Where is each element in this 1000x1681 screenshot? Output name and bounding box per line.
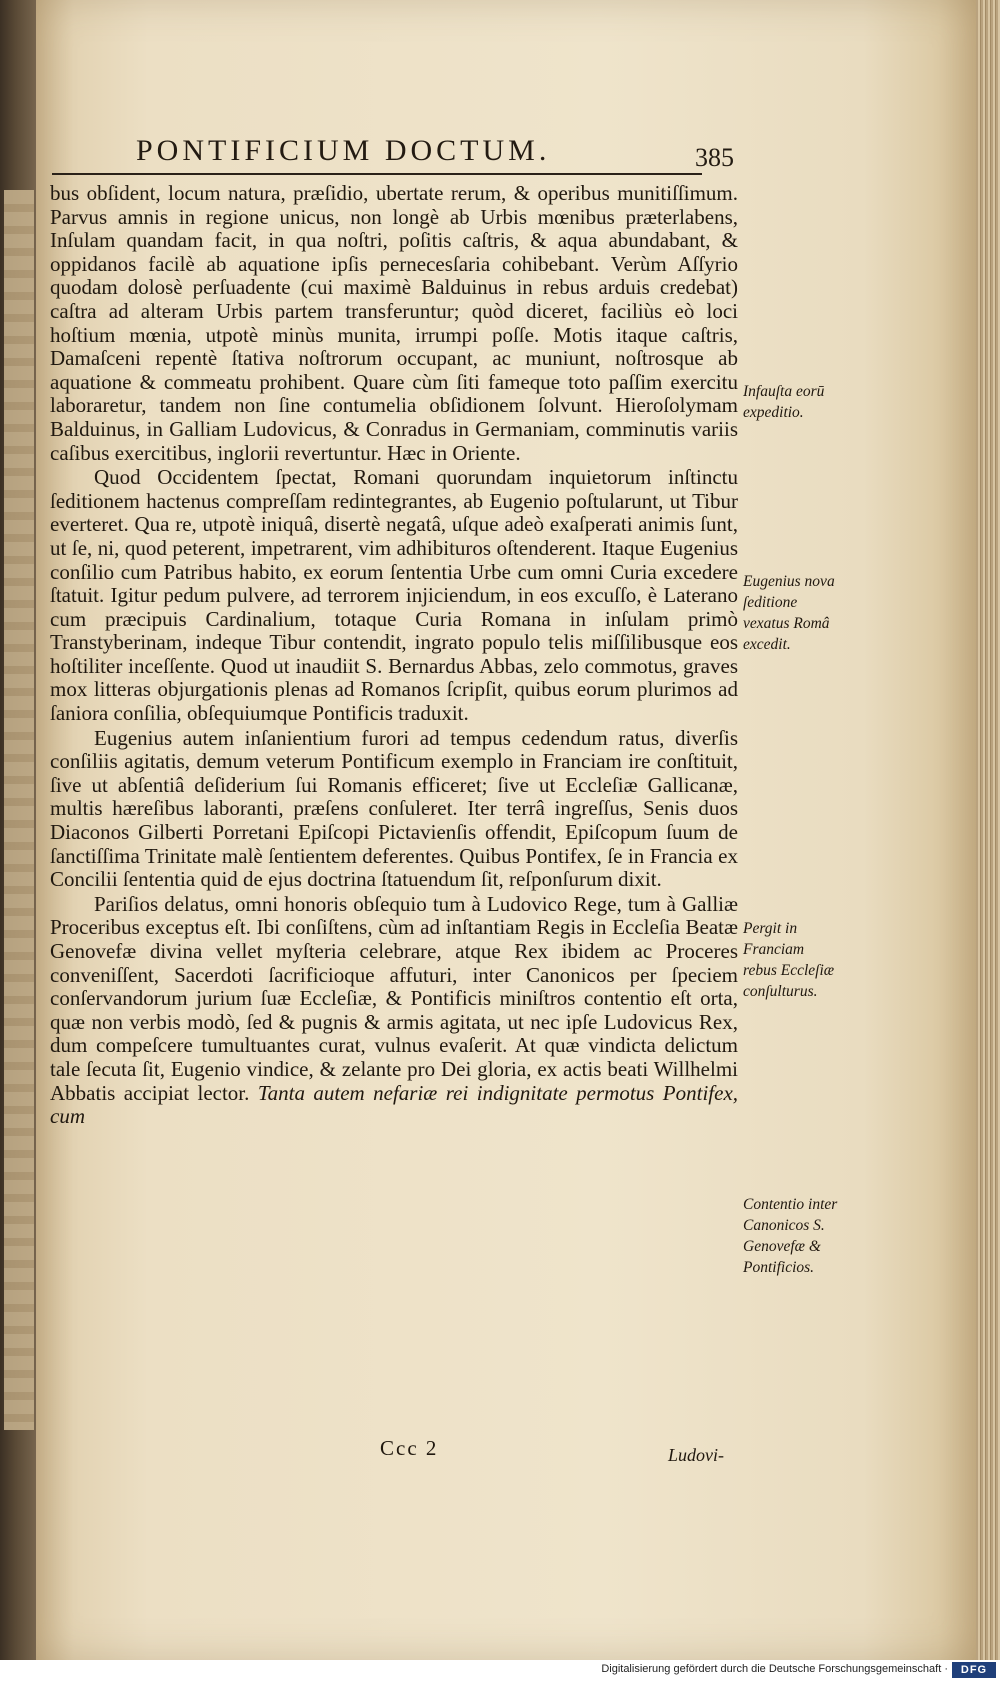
page-number: 385 xyxy=(695,143,734,172)
margin-note-expedition: Infauſta eorū expeditio. xyxy=(743,383,825,421)
paragraph-2: Quod Occidentem ſpectat, Romani quorundam inquietorum inſtinctu ſeditionem hactenus compreſſam redintegrantes, ab Eugenio poſtularunt, ut Tibur everteret. Qua re, utpotè iniquâ, disertè negatâ, uſque adeò exaſperati animis ſunt, ut ſe, ni, quod peterent, impetrarent, vim adhibituros oſtenderent. Itaque Eugenius conſilio cum Patribus habito, ex eorum ſententia Urbe cum omni Curia excedere ſtatuit. Igitur pedum pulvere, ad terrorem injiciendum, in eos excuſſo, è Laterano cum præcipuis Cardinalium, totaque Curia Romana in inſulam primò Transtyberinam, indeque Tibur contendit, ingrato populo telis miſſilibusque eos hoſtiliter inceſſente. Quod ut inaudiit S. Bernardus Abbas, zelo commotus, graves mox litteras objurgationis plenas ad Romanos ſcripſit, quibus eorum plurimos ad ſaniora conſilia, obſequiumque Pontificis traduxit. xyxy=(50,465,738,726)
previous-page-edge xyxy=(4,190,34,1430)
header-rule xyxy=(52,173,702,175)
paragraph-4-text: Pariſios delatus, omni honoris obſequio tum à Ludovico Rege, tum à Galliæ Proceribus exceptus eſt. Ibi conſiſtens, cùm ad inſtantiam Regis in Eccleſia Beatæ Genovefæ divina vellet myſteria celebrare, atque Rex ibidem ac Proceres conveniſſent, Sacerdoti ſacrificioque affuturi, inter Canonicos per ſpeciem conſervandorum jurium ſuæ Eccleſiæ, & Pontificis miniſtros contentio eſt orta, quæ non verbis modò, ſed & pugnis & armis agitata, ut nec ipſe Ludovicus Rex, dum compeſcere tumultuantes curat, vulnus evaſerit. At quæ vindicta delictum tale ſecuta ſit, Eugenio vindice, & zelante pro Dei gloria, ex actis beati Willhelmi Abbatis accipiat lector. xyxy=(50,891,738,1105)
paragraph-4 xyxy=(50,893,738,1129)
signature-mark: Ccc 2 xyxy=(380,1436,439,1460)
running-title: PONTIFICIUM DOCTUM. xyxy=(136,134,551,167)
margin-note-sedition: Eugenius nova ſeditione vexatus Româ excedit. xyxy=(743,573,835,653)
digitization-credit: Digitalisierung gefördert durch die Deutsche Forschungsgemeinschaft · xyxy=(601,1663,948,1675)
margin-note-contentio: Contentio inter Canonicos S. Genovefæ & Pontificios. xyxy=(743,1196,838,1276)
page-stack-edge xyxy=(976,0,1000,1660)
catchword: Ludovi- xyxy=(668,1445,724,1465)
paragraph-1: bus obſident, locum natura, præſidio, ubertate rerum, & operibus munitiſſimum. Parvus amnis in regione unicus, non longè ab Urbis mœnibus præterlabens, Inſulam quandam facit, in qua noſtri, poſitis caſtris, & aqua abundabant, & oppidanos facilè ab aquatione ipſis pernecesſaria cohibebant. Verùm Aſſyrio quodam dolosè perſuadente (cui maximè Balduinus in rebus arduis credebat) caſtra ad alteram Urbis partem transferuntur; quòd diceret, faciliùs eò loci hoſtium mœnia, utpotè minùs munita, irrumpi poſſe. Motis itaque caſtris, Damaſceni repentè ſtativa noſtrorum occupant, ac muniunt, noſtrosque ab aquatione & commeatu prohibent. Quare cùm ſiti fameque toto paſſim exercitu laboraretur, tandem non ſine contumelia obſidionem ſolvunt. Hieroſolymam Balduinus, in Galliam Ludovicus, & Conradus in Germaniam, comminutis variis caſibus exercitibus, inglorii revertuntur. Hæc in Oriente. xyxy=(50,181,738,465)
italic-quotation: Tanta autem nefariæ rei indignitate permotus Pontifex, cum xyxy=(50,1080,739,1129)
paragraph-3: Eugenius autem inſanientium furori ad tempus cedendum ratus, diverſis conſiliis agitatis, demum veterum Pontificum exemplo in Franciam ire conſtituit, ſive ut abſentiâ deſiderium ſui Romanis efficeret; ſive ut Eccleſiæ Gallicanæ, multis hæreſibus laboranti, præſens conſuleret. Iter terrâ ingreſſus, Senis duos Diaconos Gilberti Porretani Epiſcopi Pictavienſis offendit, Epiſcopum ſuum de ſanctiſſima Trinitate malè ſentientem deferentes. Quibus Pontifex, ſe in Francia ex Concilii ſententia quid de ejus doctrina ſtatuendum ſit, reſponſurum dixit. xyxy=(50,725,738,892)
dfg-logo: DFG xyxy=(952,1662,996,1678)
main-text-column xyxy=(50,182,738,1130)
margin-note-francia: Pergit in Franciam rebus Eccleſiæ conſulturus. xyxy=(743,920,835,1000)
